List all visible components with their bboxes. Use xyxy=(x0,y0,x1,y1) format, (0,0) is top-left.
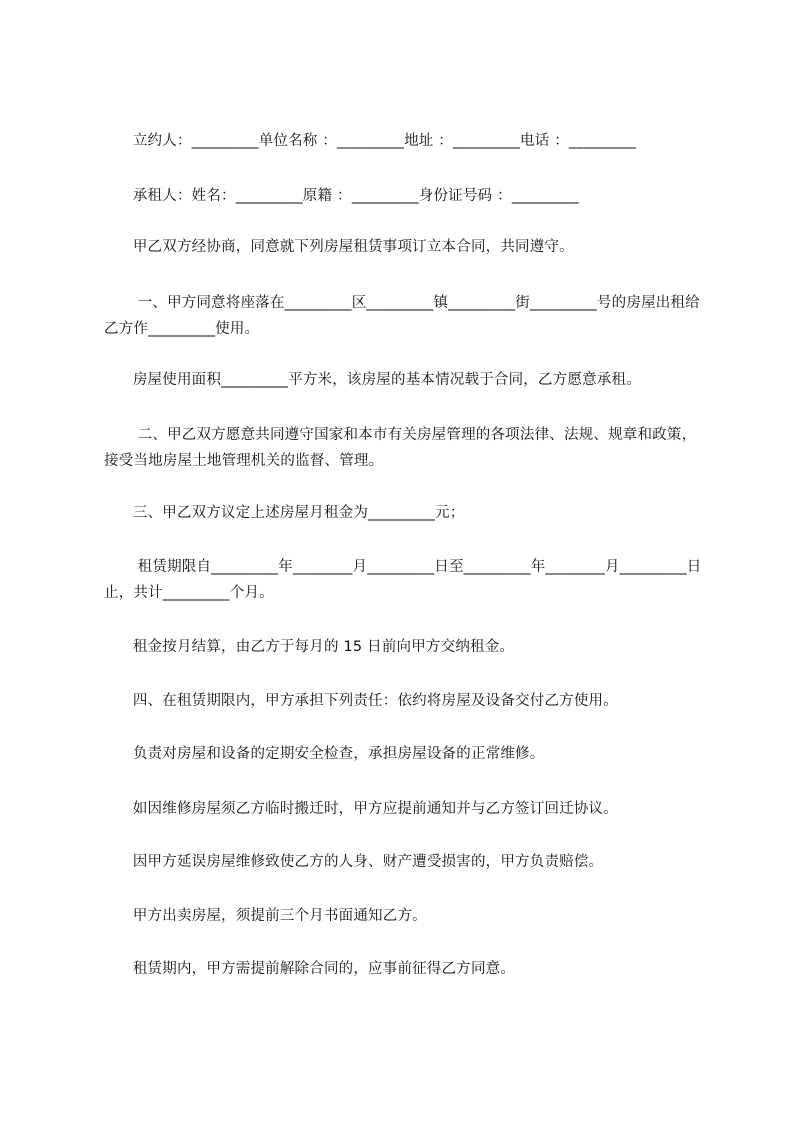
paragraph-clause-3: 三、甲乙双方议定上述房屋月租金为_________元； xyxy=(104,505,465,521)
paragraph-agreement-intro: 甲乙双方经协商，同意就下列房屋租赁事项订立本合同，共同遵守。 xyxy=(104,239,574,255)
paragraph-lease-term: 租赁期限自_________年________月_________日至_________年________月_________日止，共计_________个月。 xyxy=(104,559,702,601)
paragraph-clause-4: 四、在租赁期限内，甲方承担下列责任：依约将房屋及设备交付乙方使用。 xyxy=(104,693,618,709)
paragraph-safety-inspection: 负责对房屋和设备的定期安全检查，承担房屋设备的正常维修。 xyxy=(104,746,545,762)
paragraph-relocation: 如因维修房屋须乙方临时搬迁时，甲方应提前通知并与乙方签订回迁协议。 xyxy=(104,801,618,817)
paragraph-compensation: 因甲方延误房屋维修致使乙方的人身、财产遭受损害的，甲方负责赔偿。 xyxy=(104,854,604,870)
paragraph-tenant-info: 承租人：姓名：_________原籍 ：_________身份证号码 ：_________ xyxy=(104,188,579,204)
paragraph-early-termination: 租赁期内，甲方需提前解除合同的，应事前征得乙方同意。 xyxy=(104,961,516,977)
paragraph-party-a-info: 立约人：_________单位名称 ：_________地址 ：_________电话 ：_________ xyxy=(104,133,636,149)
paragraph-sale-notice: 甲方出卖房屋，须提前三个月书面通知乙方。 xyxy=(104,908,427,924)
paragraph-rent-payment: 租金按月结算，由乙方于每月的 15 日前向甲方交纳租金。 xyxy=(104,639,515,655)
paragraph-clause-2: 二、甲乙双方愿意共同遵守国家和本市有关房屋管理的各项法律、法规、规章和政策，接受当地房屋土地管理机关的监督、管理。 xyxy=(104,427,697,469)
paragraph-clause-1: 一、甲方同意将座落在_________区_________镇_________街_________号的房屋出租给乙方作_________使用。 xyxy=(104,295,700,337)
paragraph-area: 房屋使用面积_________平方米，该房屋的基本情况载于合同，乙方愿意承租。 xyxy=(104,372,641,388)
